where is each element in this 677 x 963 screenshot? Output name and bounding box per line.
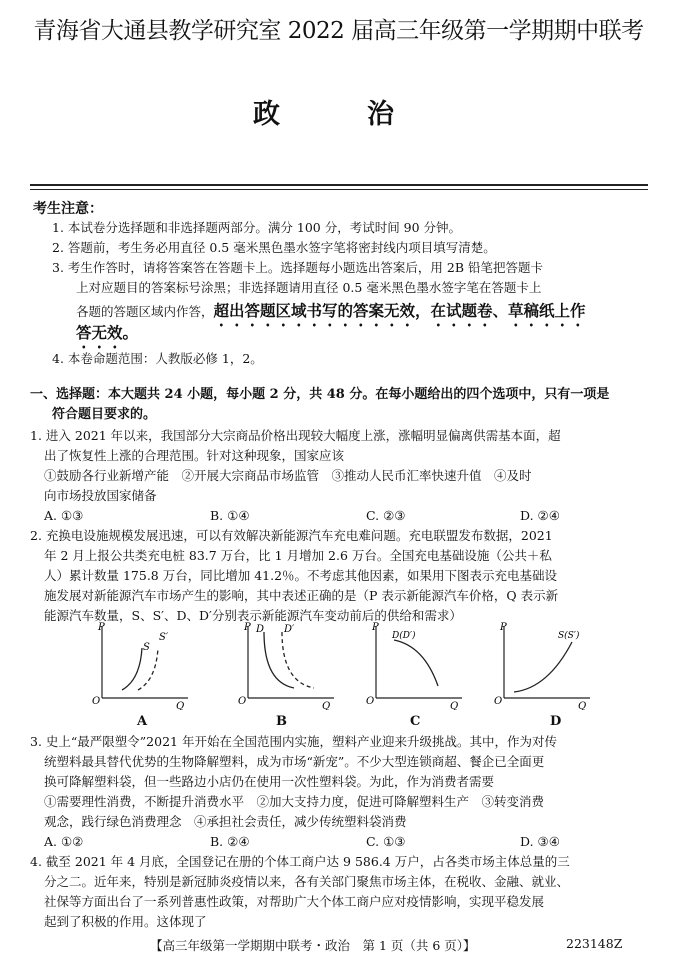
exam-title: 青海省大通县教学研究室 2022 届高三年级第一学期期中联考 (33, 18, 644, 44)
notice-emphasis: 超出答题区域书写的答案无效，在试题卷、草稿纸上作 (213, 301, 586, 320)
axis-label-o: O (494, 696, 503, 707)
notice-item: 3. 考生作答时，请将答案答在答题卡上。选择题每小题选出答案后，用 2B 铅笔把答题卡 (52, 260, 543, 275)
axis-label-p: P (500, 622, 507, 633)
notice-item-line (76, 301, 586, 330)
notice-item: 4. 本卷命题范围：人教版必修 1，2。 (52, 351, 263, 366)
axis-label-p: P (98, 622, 105, 633)
q3-option-c: C. ①③ (366, 834, 406, 849)
subject-title: 政 治 (253, 99, 424, 130)
axis-label-p: P (372, 622, 379, 633)
graph-label-c: C (410, 714, 421, 729)
graph-d (494, 618, 604, 710)
curve-label: D′ (284, 624, 295, 635)
axis-label-o: O (238, 696, 247, 707)
section-heading-cont: 符合题目要求的。 (52, 407, 157, 422)
q1-option-a: A. ①③ (44, 508, 84, 523)
notice-emphasis: 答无效。 (76, 323, 139, 342)
notice-heading: 考生注意： (33, 201, 103, 217)
q3-option-a: A. ①② (44, 834, 84, 849)
graph-label-a: A (137, 714, 148, 729)
q2-text: 人）累计数量 175.8 万台，同比增加 41.2％。不考虑其他因素，如果用下图表示充电基础设 (44, 568, 558, 583)
curve-label: D (256, 624, 265, 635)
q4-text: 起到了积极的作用。这体现了 (44, 914, 207, 929)
graph-a (92, 618, 202, 710)
q3-text: 统塑料最具替代优势的生物降解塑料，成为市场“新宠”。不少大型连锁商超、餐企已全面更 (44, 754, 545, 769)
graph-label-b: B (276, 714, 287, 729)
q1-statements: 向市场投放国家储备 (44, 488, 157, 503)
graph-label-d: D (550, 714, 562, 729)
axis-label-p: P (244, 622, 251, 633)
q3-option-d: D. ③④ (520, 834, 560, 849)
q2-text: 2. 充换电设施规模发展迅速，可以有效解决新能源汽车充电难问题。充电联盟发布数据，2021 (30, 528, 553, 543)
q2-text: 施发展对新能源汽车市场产生的影响，其中表述正确的是（P 表示新能源汽车价格，Q 表示新 (44, 588, 559, 603)
axis-label-q: Q (176, 701, 185, 710)
graph-c (366, 618, 476, 710)
divider-thin (30, 189, 648, 190)
q2-text: 能源汽车数量，S、S′、D、D′分别表示新能源汽车变动前后的供给和需求） (44, 608, 462, 623)
section-heading: 一、选择题：本大题共 24 小题，每小题 2 分，共 48 分。在每小题给出的四个选项中，只有一项是 (30, 387, 610, 402)
q1-text: 出了恢复性上涨的合理范围。针对这种现象，国家应该 (44, 448, 345, 463)
q4-text: 4. 截至 2021 年 4 月底，全国登记在册的个体工商户达 9 586.4 万户，占各类市场主体总量的三 (30, 854, 570, 869)
curve-label: S (143, 642, 150, 653)
page-footer: 【高三年级第一学期期中联考・政治 第 1 页（共 6 页）】 (150, 938, 476, 953)
axis-label-q: Q (450, 701, 459, 710)
q3-statements: ①需要理性消费，不断提升消费水平 ②加大支持力度，促进可降解塑料生产 ③转变消费 (44, 794, 545, 809)
axis-label-q: Q (322, 701, 331, 710)
divider-thick (30, 184, 648, 186)
notice-item: 1. 本试卷分选择题和非选择题两部分。满分 100 分，考试时间 90 分钟。 (52, 220, 462, 235)
q1-text: 1. 进入 2021 年以来，我国部分大宗商品价格出现较大幅度上涨，涨幅明显偏离供需基本面，超 (30, 428, 561, 443)
curve-label: S(S′) (558, 631, 580, 641)
exam-code: 223148Z (566, 936, 623, 951)
axis-label-o: O (366, 696, 375, 707)
q1-option-c: C. ②③ (366, 508, 406, 523)
curve-label: D(D′) (392, 631, 416, 641)
q4-text: 分之二。近年来，特别是新冠肺炎疫情以来，各有关部门聚焦市场主体，在税收、金融、就业、 (44, 874, 570, 889)
graph-b (238, 618, 348, 710)
q1-option-d: D. ②④ (520, 508, 560, 523)
q1-statements: ①鼓励各行业新增产能 ②开展大宗商品市场监管 ③推动人民币汇率快速升值 ④及时 (44, 468, 532, 483)
q4-text: 社保等方面出台了一系列普惠性政策，对帮助广大个体工商户应对疫情影响，实现平稳发展 (44, 894, 545, 909)
q3-option-b: B. ②④ (210, 834, 250, 849)
q3-statements: 观念，践行绿色消费理念 ④承担社会责任，减少传统塑料袋消费 (44, 814, 407, 829)
curve-label: S′ (159, 632, 169, 643)
q1-option-b: B. ①④ (210, 508, 250, 523)
q3-text: 换可降解塑料袋，但一些路边小店仍在使用一次性塑料袋。为此，作为消费者需要 (44, 774, 495, 789)
notice-item: 上对应题目的答案标号涂黑；非选择题请用直径 0.5 毫米黑色墨水签字笔在答题卡上 (76, 280, 542, 295)
axis-label-q: Q (578, 701, 587, 710)
q2-text: 年 2 月上报公共类充电桩 83.7 万台，比 1 月增加 2.6 万台。全国充电基础设施（公共＋私 (44, 548, 552, 563)
notice-item: 2. 答题前，考生务必用直径 0.5 毫米黑色墨水签字笔将密封线内项目填写清楚。 (52, 240, 496, 255)
axis-label-o: O (92, 696, 101, 707)
q3-text: 3. 史上“最严限塑令”2021 年开始在全国范围内实施，塑料产业迎来升级挑战。其中，作为对传 (30, 734, 557, 749)
notice-item-text: 各题的答题区域内作答， (76, 304, 214, 319)
